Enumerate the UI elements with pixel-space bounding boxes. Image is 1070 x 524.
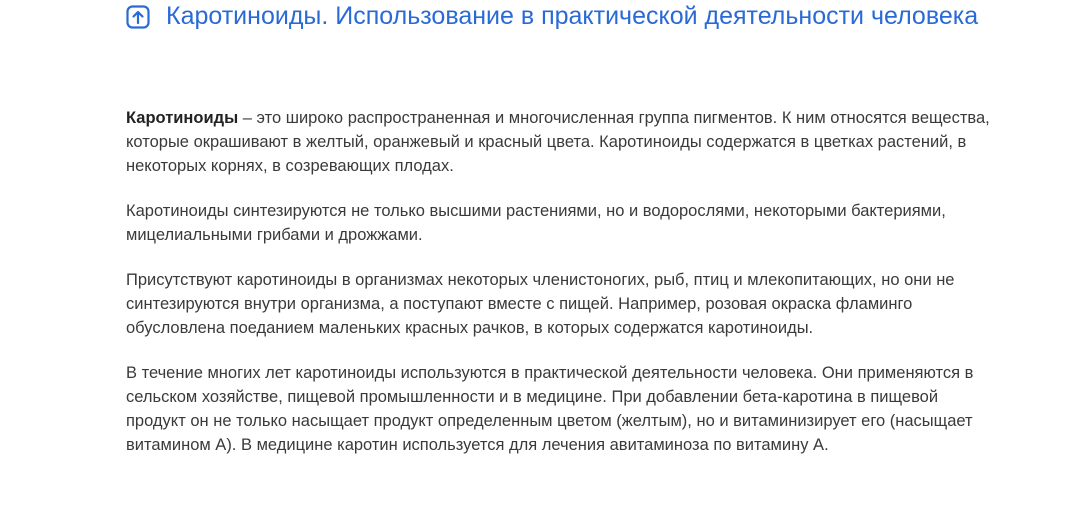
term-carotenoids: Каротиноиды [126,109,239,127]
article-body [126,106,996,478]
section-header [126,0,1026,32]
definition-text: – это широко распространенная и многочисленная группа пигментов. К ним относятся вещества, которые окрашивают в желтый, оранжевый и красный цвета. Каротиноиды содержатся в цветках растений, в некоторых корнях, в созревающих плодах. [126,109,990,175]
paragraph-synthesis: Каротиноиды синтезируются не только высшими растениями, но и водорослями, некоторыми бактериями, мицелиальными грибами и дрожжами. [126,202,946,244]
arrow-up-square-icon[interactable] [126,5,150,29]
paragraph-organisms: Присутствуют каротиноиды в организмах некоторых членистоногих, рыб, птиц и млекопитающих, но они не синтезируются внутри организма, а поступают вместе с пищей. Например, розовая окраска фламинго обусловлена поеданием маленьких красных рачков, в которых содержатся каротиноиды. [126,271,955,337]
paragraph-usage: В течение многих лет каротиноиды используются в практической деятельности человека. Они применяются в сельском хозяйстве, пищевой промышленности и в медицине. При добавлении бета-каротина в пищевой продукт он не только насыщает продукт определенным цветом (желтым), но и витаминизирует его (насыщает витамином А). В медицине каротин используется для лечения авитаминоза по витамину А. [126,364,974,454]
page-title: Каротиноиды. Использование в практической деятельности человека [166,2,979,30]
paragraph-definition [126,106,996,178]
